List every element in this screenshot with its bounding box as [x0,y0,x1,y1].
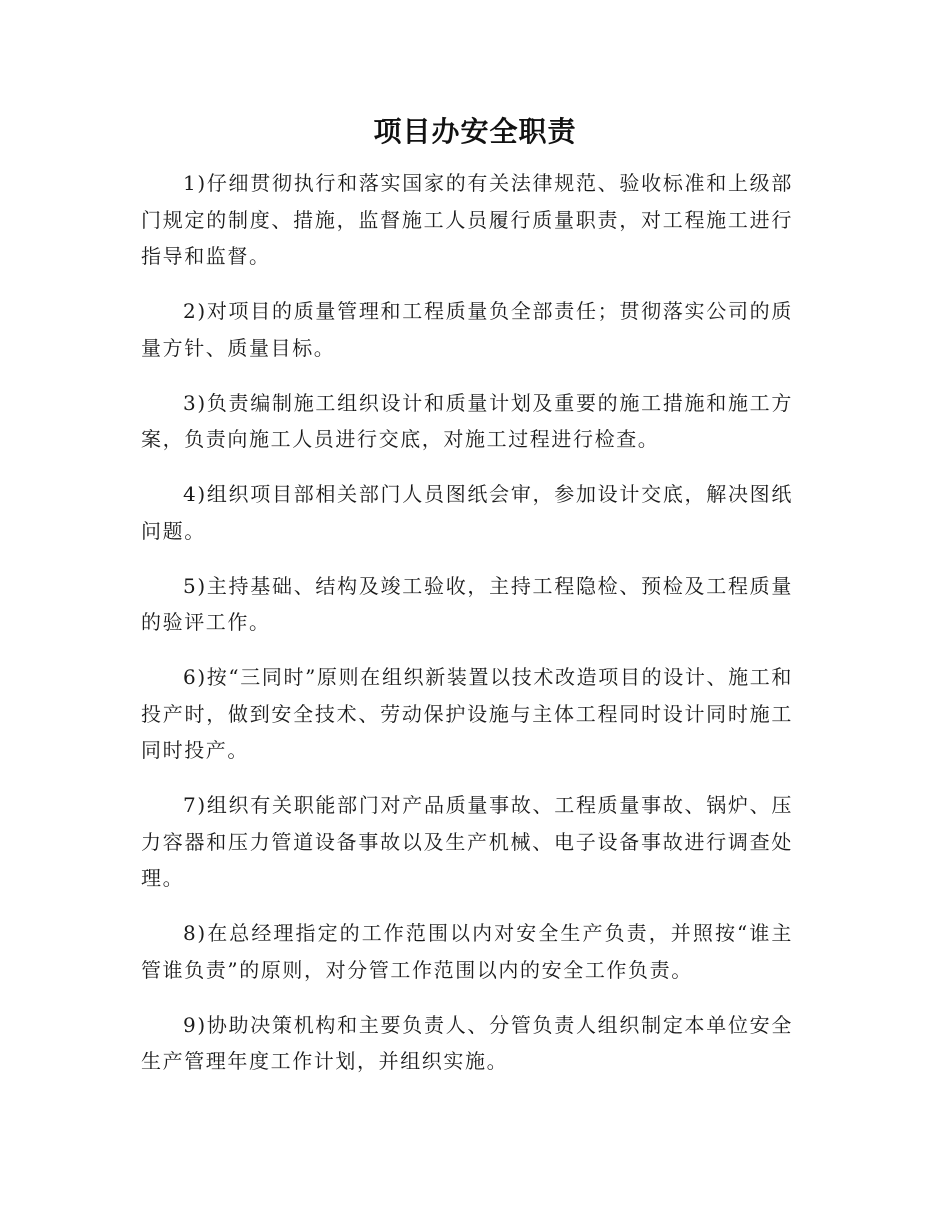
document-body [141,165,793,1098]
paragraph-1: 1)仔细贯彻执行和落实国家的有关法律规范、验收标准和上级部门规定的制度、措施，监督施工人员履行质量职责，对工程施工进行指导和监督。 [141,171,793,268]
paragraph-3: 3)负责编制施工组织设计和质量计划及重要的施工措施和施工方案，负责向施工人员进行交底，对施工过程进行检查。 [141,390,793,451]
paragraph-4: 4)组织项目部相关部门人员图纸会审，参加设计交底，解决图纸问题。 [141,482,793,543]
paragraph-2: 2)对项目的质量管理和工程质量负全部责任；贯彻落实公司的质量方针、质量目标。 [141,299,793,360]
paragraph-9: 9)协助决策机构和主要负责人、分管负责人组织制定本单位安全生产管理年度工作计划，并组织实施。 [141,1012,793,1073]
paragraph-7: 7)组织有关职能部门对产品质量事故、工程质量事故、锅炉、压力容器和压力管道设备事故以及生产机械、电子设备事故进行调查处理。 [141,793,793,890]
paragraph-6: 6)按“三同时”原则在组织新装置以技术改造项目的设计、施工和投产时，做到安全技术、劳动保护设施与主体工程同时设计同时施工同时投产。 [141,665,793,762]
paragraph-8: 8)在总经理指定的工作范围以内对安全生产负责，并照按“谁主管谁负责”的原则，对分管工作范围以内的安全工作负责。 [141,921,793,982]
paragraph-5: 5)主持基础、结构及竣工验收，主持工程隐检、预检及工程质量的验评工作。 [141,573,793,634]
document-title: 项目办安全职责 [373,115,577,148]
